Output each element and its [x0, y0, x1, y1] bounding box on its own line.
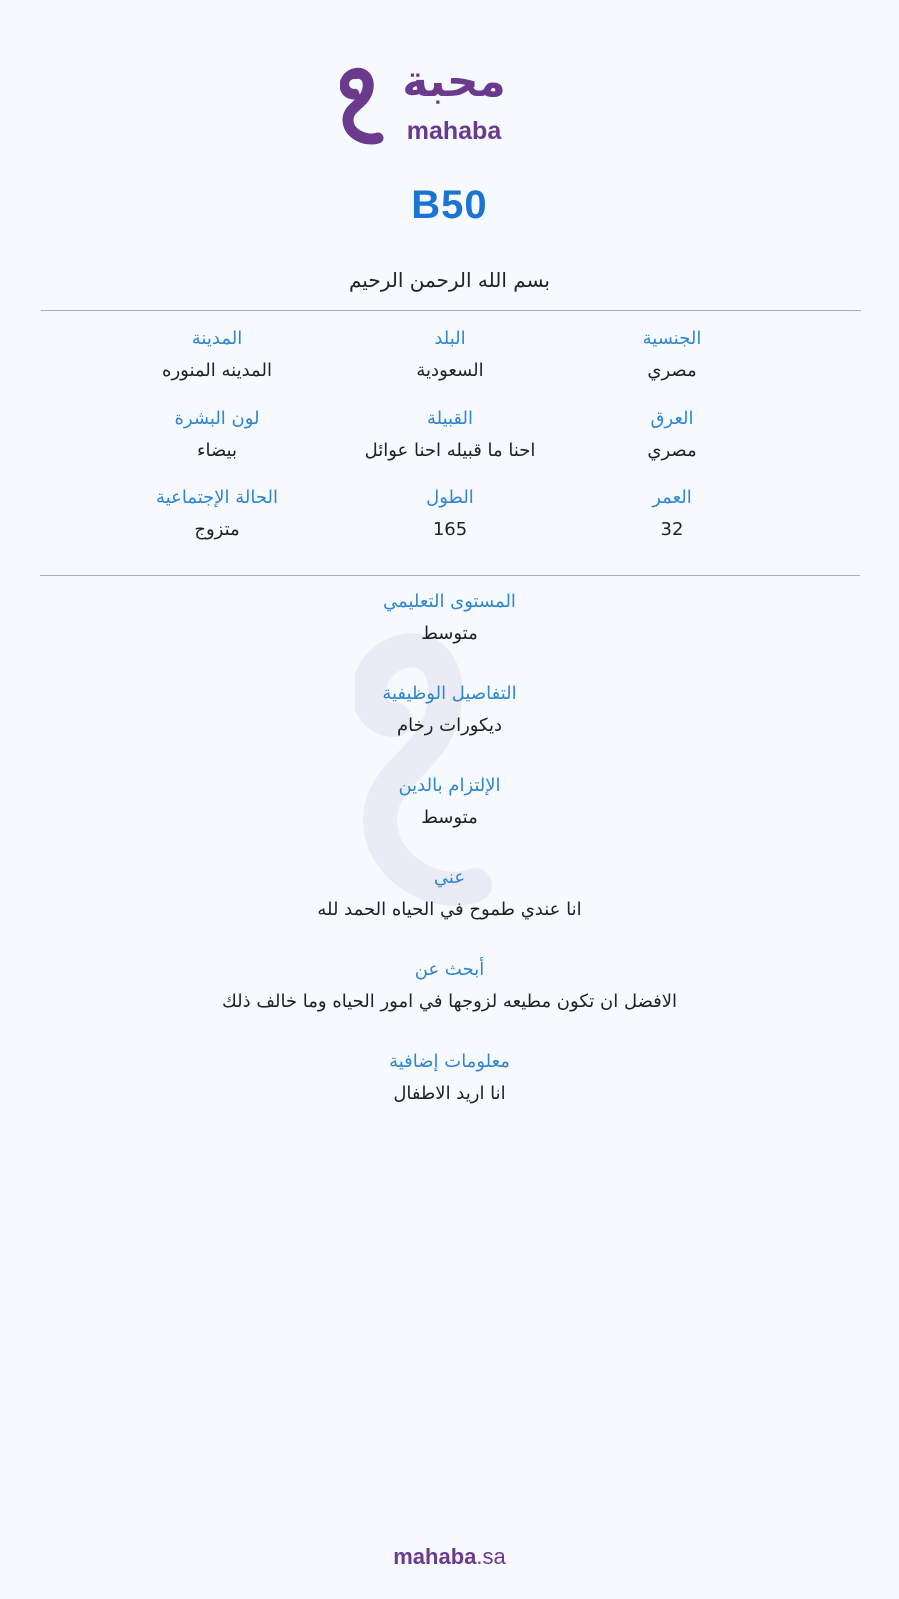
detail-city [87, 325, 347, 385]
logo-latin-text: mahaba [406, 117, 502, 145]
section-value: الافضل ان تكون مطيعه لزوجها في امور الحياه وما خالف ذلك [221, 991, 678, 1012]
profile-code: B50 [411, 183, 488, 227]
detail-age [542, 484, 802, 544]
section-value: متوسط [421, 623, 478, 644]
detail-value: 165 [432, 519, 468, 540]
section-label: عني [433, 867, 466, 888]
section-label: معلومات إضافية [389, 1051, 510, 1072]
mahaba-logo [340, 58, 520, 148]
section-additional-info [0, 1048, 899, 1108]
section-about-me [0, 864, 899, 924]
detail-value: 32 [660, 519, 684, 540]
section-label: أبحث عن [414, 959, 485, 980]
basmala: بسم الله الرحمن الرحيم [348, 268, 550, 292]
section-value: متوسط [421, 807, 478, 828]
detail-label: المدينة [191, 328, 243, 349]
detail-value: بيضاء [197, 440, 237, 461]
detail-label: لون البشرة [174, 408, 260, 429]
detail-label: العمر [652, 487, 692, 508]
detail-value: المدينه المنوره [162, 360, 272, 381]
detail-value: مصري [647, 440, 697, 461]
section-religiosity [0, 772, 899, 832]
footer-domain-suffix: .sa [476, 1544, 506, 1569]
section-label: الإلتزام بالدين [398, 775, 501, 796]
detail-nationality [542, 325, 802, 385]
divider [41, 310, 861, 311]
detail-label: البلد [434, 328, 466, 349]
footer-brand: mahaba [393, 1544, 477, 1569]
divider [40, 575, 860, 576]
detail-label: الحالة الإجتماعية [156, 487, 278, 508]
detail-marital-status [87, 484, 347, 544]
detail-tribe [320, 405, 580, 465]
detail-ethnicity [542, 405, 802, 465]
detail-country [320, 325, 580, 385]
detail-label: الطول [426, 487, 474, 508]
section-value: ديكورات رخام [396, 715, 503, 736]
section-value: انا عندي طموح في الحياه الحمد لله [317, 899, 582, 920]
detail-value: السعودية [416, 360, 484, 381]
detail-value: مصري [647, 360, 697, 381]
logo-arabic-text: محبة [402, 56, 506, 107]
logo-mark-icon [340, 58, 390, 148]
section-label: التفاصيل الوظيفية [382, 683, 517, 704]
detail-label: القبيلة [426, 408, 474, 429]
section-education [0, 588, 899, 648]
detail-value: احنا ما قبيله احنا عوائل [364, 440, 536, 461]
section-looking-for [0, 956, 899, 1016]
detail-label: العرق [650, 408, 694, 429]
section-label: المستوى التعليمي [383, 591, 516, 612]
detail-height [320, 484, 580, 544]
section-value: انا اريد الاطفال [393, 1083, 506, 1104]
section-job-details [0, 680, 899, 740]
detail-value: متزوج [194, 519, 240, 540]
detail-label: الجنسية [642, 328, 702, 349]
detail-skin-color [87, 405, 347, 465]
footer-site-link[interactable] [0, 1544, 899, 1570]
